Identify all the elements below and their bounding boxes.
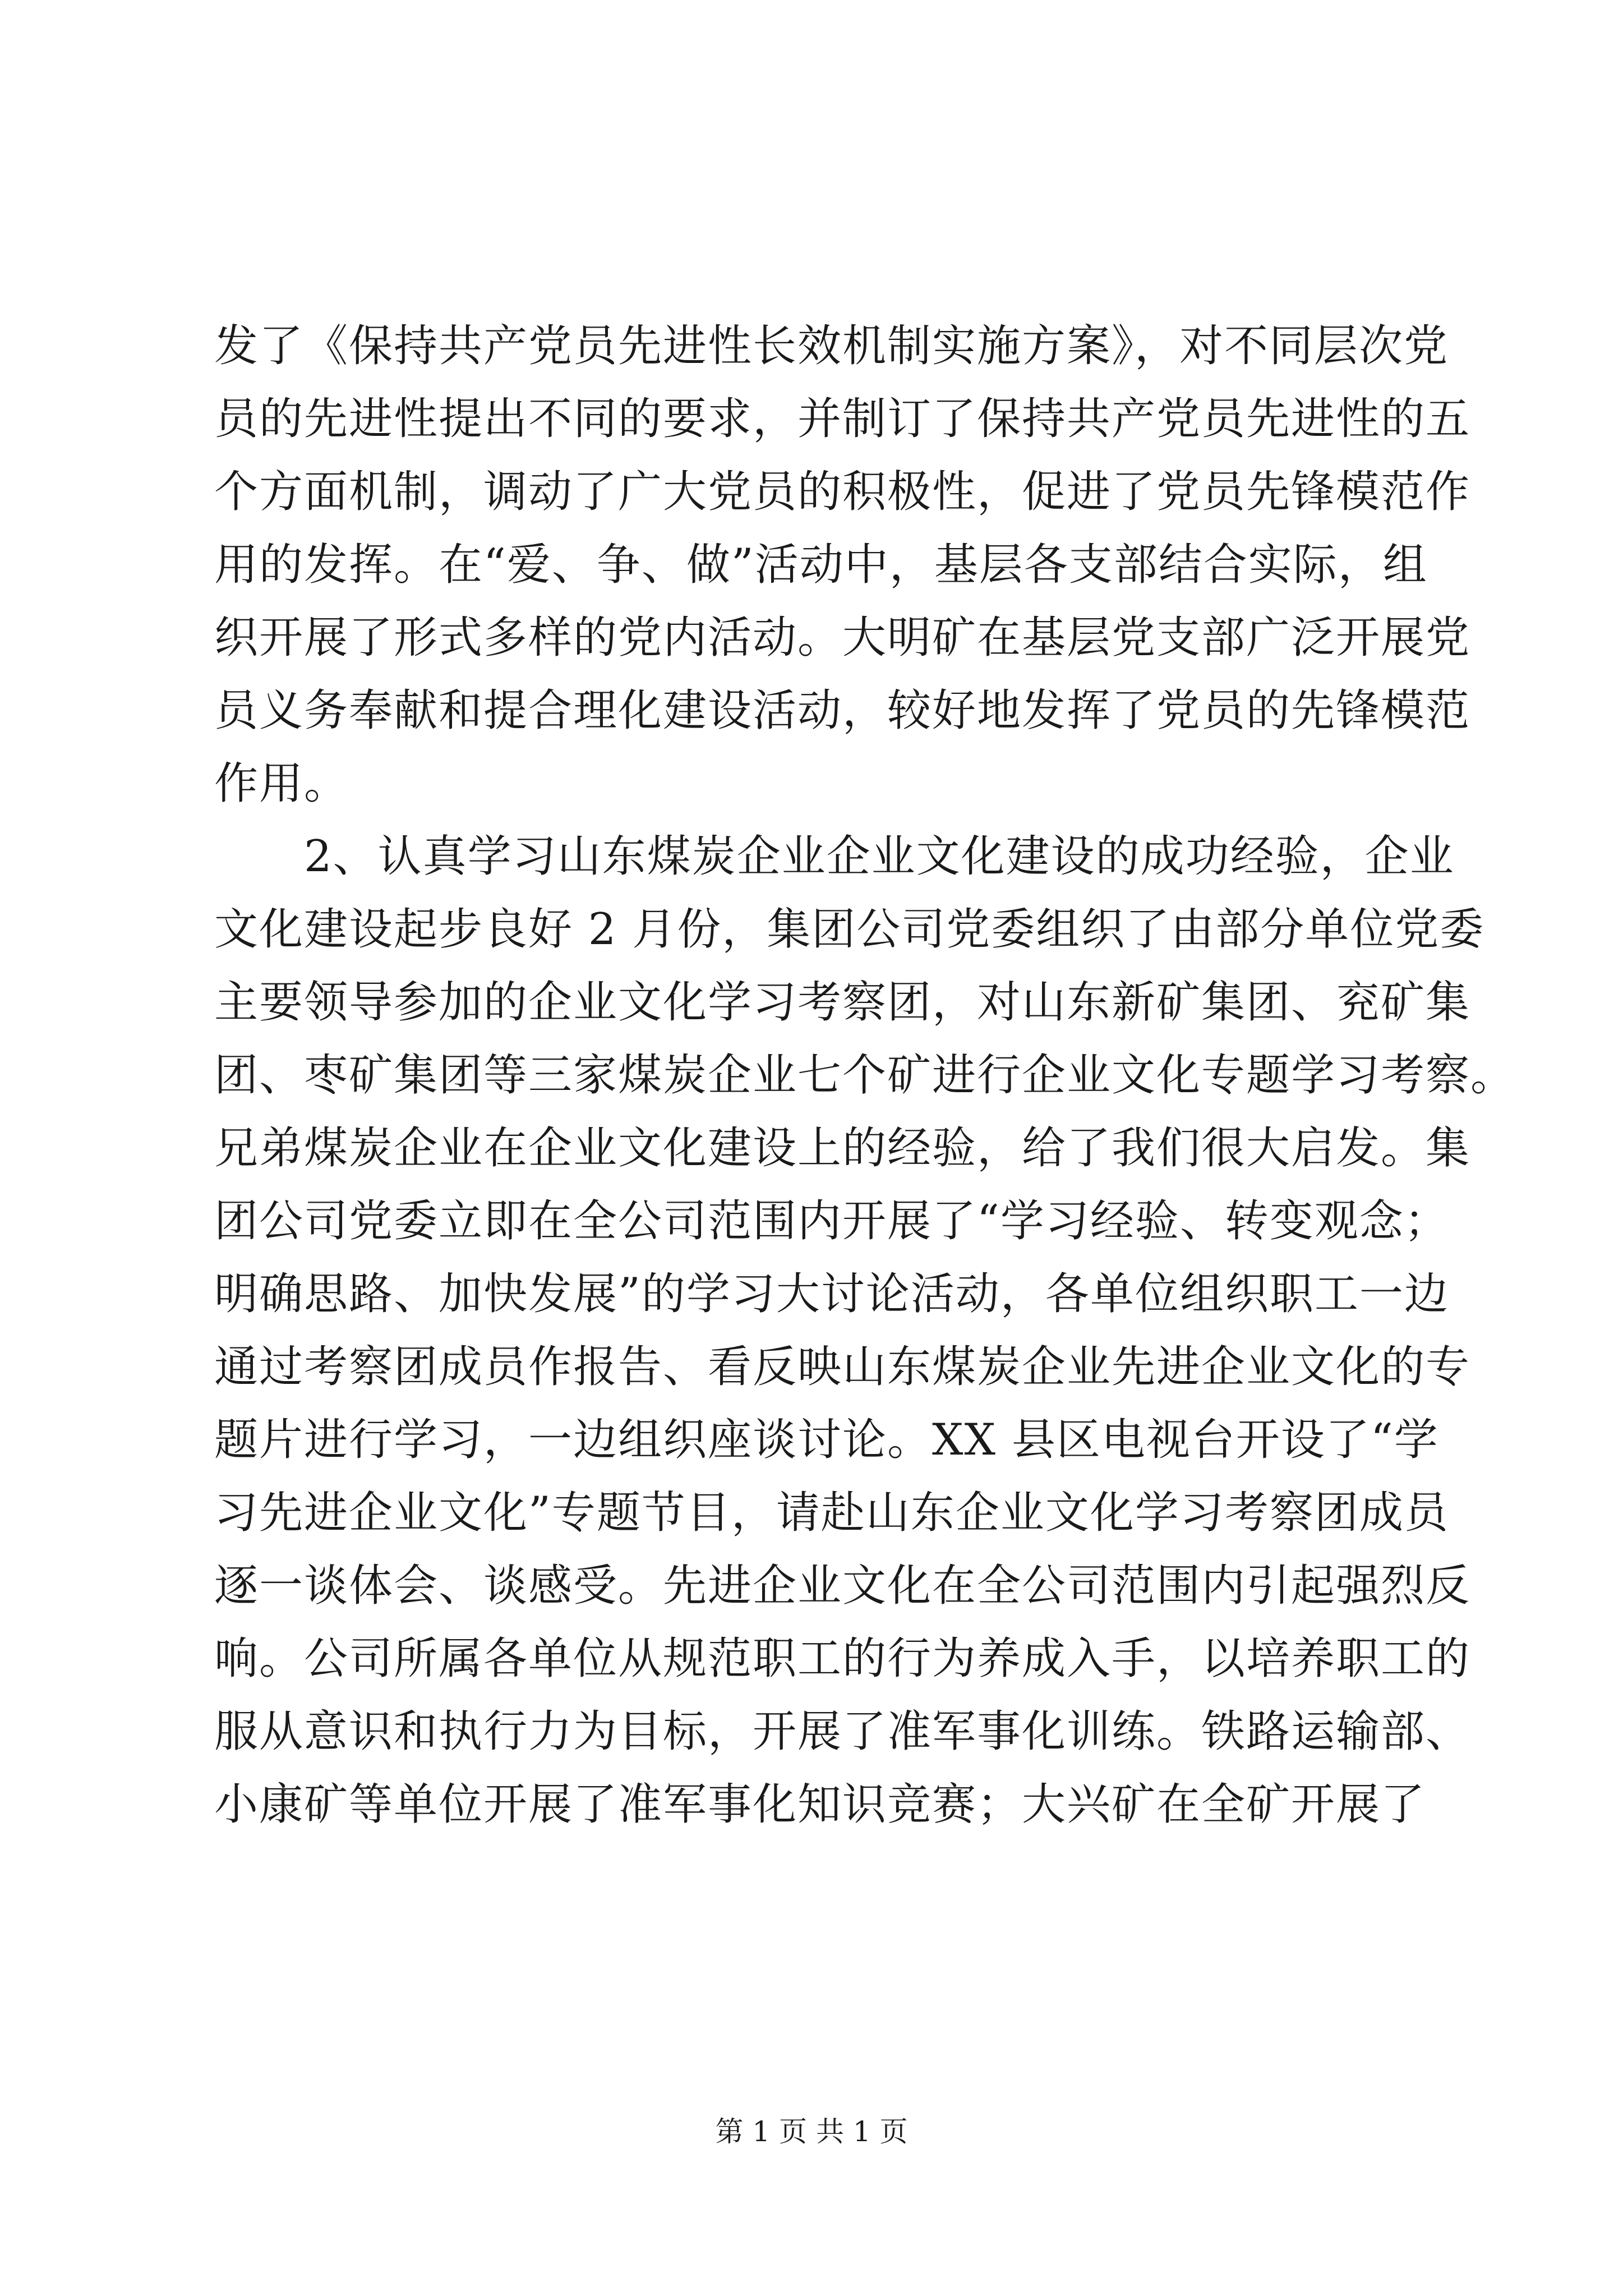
text-line: 响。公司所属各单位从规范职工的行为养成入手，以培养职工的 [214, 1634, 1471, 1684]
text-line: 逐一谈体会、谈感受。先进企业文化在全公司范围内引起强烈反 [214, 1561, 1471, 1611]
text-line: 题片进行学习，一边组织座谈讨论。XX 县区电视台开设了“学 [214, 1415, 1439, 1465]
text-line: 习先进企业文化”专题节目，请赴山东企业文化学习考察团成员 [214, 1488, 1449, 1538]
text-line: 员的先进性提出不同的要求，并制订了保持共产党员先进性的五 [214, 394, 1471, 444]
paragraph-1 [214, 310, 1471, 820]
text-line: 团、枣矿集团等三家煤炭企业七个矿进行企业文化专题学习考察。 [214, 1050, 1516, 1101]
text-line: 兄弟煤炭企业在企业文化建设上的经验，给了我们很大启发。集 [214, 1123, 1471, 1174]
document-body [214, 310, 1516, 1841]
text-line: 服从意识和执行力为目标，开展了准军事化训练。铁路运输部、 [214, 1706, 1471, 1757]
text-line: 织开展了形式多样的党内活动。大明矿在基层党支部广泛开展党 [214, 613, 1471, 663]
text-line: 发了《保持共产党员先进性长效机制实施方案》，对不同层次党 [214, 321, 1449, 371]
text-line: 通过考察团成员作报告、看反映山东煤炭企业先进企业文化的专 [214, 1342, 1471, 1392]
text-line: 个方面机制，调动了广大党员的积极性，促进了党员先锋模范作 [214, 467, 1471, 517]
paragraph-2 [214, 820, 1516, 1841]
text-line: 明确思路、加快发展”的学习大讨论活动，各单位组织职工一边 [214, 1269, 1449, 1319]
text-line: 小康矿等单位开展了准军事化知识竞赛；大兴矿在全矿开展了 [214, 1779, 1426, 1830]
text-line: 作用。 [214, 758, 349, 809]
text-line: 文化建设起步良好 2 月份，集团公司党委组织了由部分单位党委 [214, 904, 1485, 955]
page-footer: 第 1 页 共 1 页 [715, 2115, 908, 2148]
text-line: 2、认真学习山东煤炭企业企业文化建设的成功经验，企业 [214, 831, 1455, 882]
text-line: 员义务奉献和提合理化建设活动，较好地发挥了党员的先锋模范 [214, 685, 1471, 736]
text-line: 团公司党委立即在全公司范围内开展了“学习经验、转变观念； [214, 1196, 1449, 1246]
text-line: 主要领导参加的企业文化学习考察团，对山东新矿集团、兖矿集 [214, 977, 1471, 1028]
text-line: 用的发挥。在“爱、争、做”活动中，基层各支部结合实际，组 [214, 540, 1428, 590]
